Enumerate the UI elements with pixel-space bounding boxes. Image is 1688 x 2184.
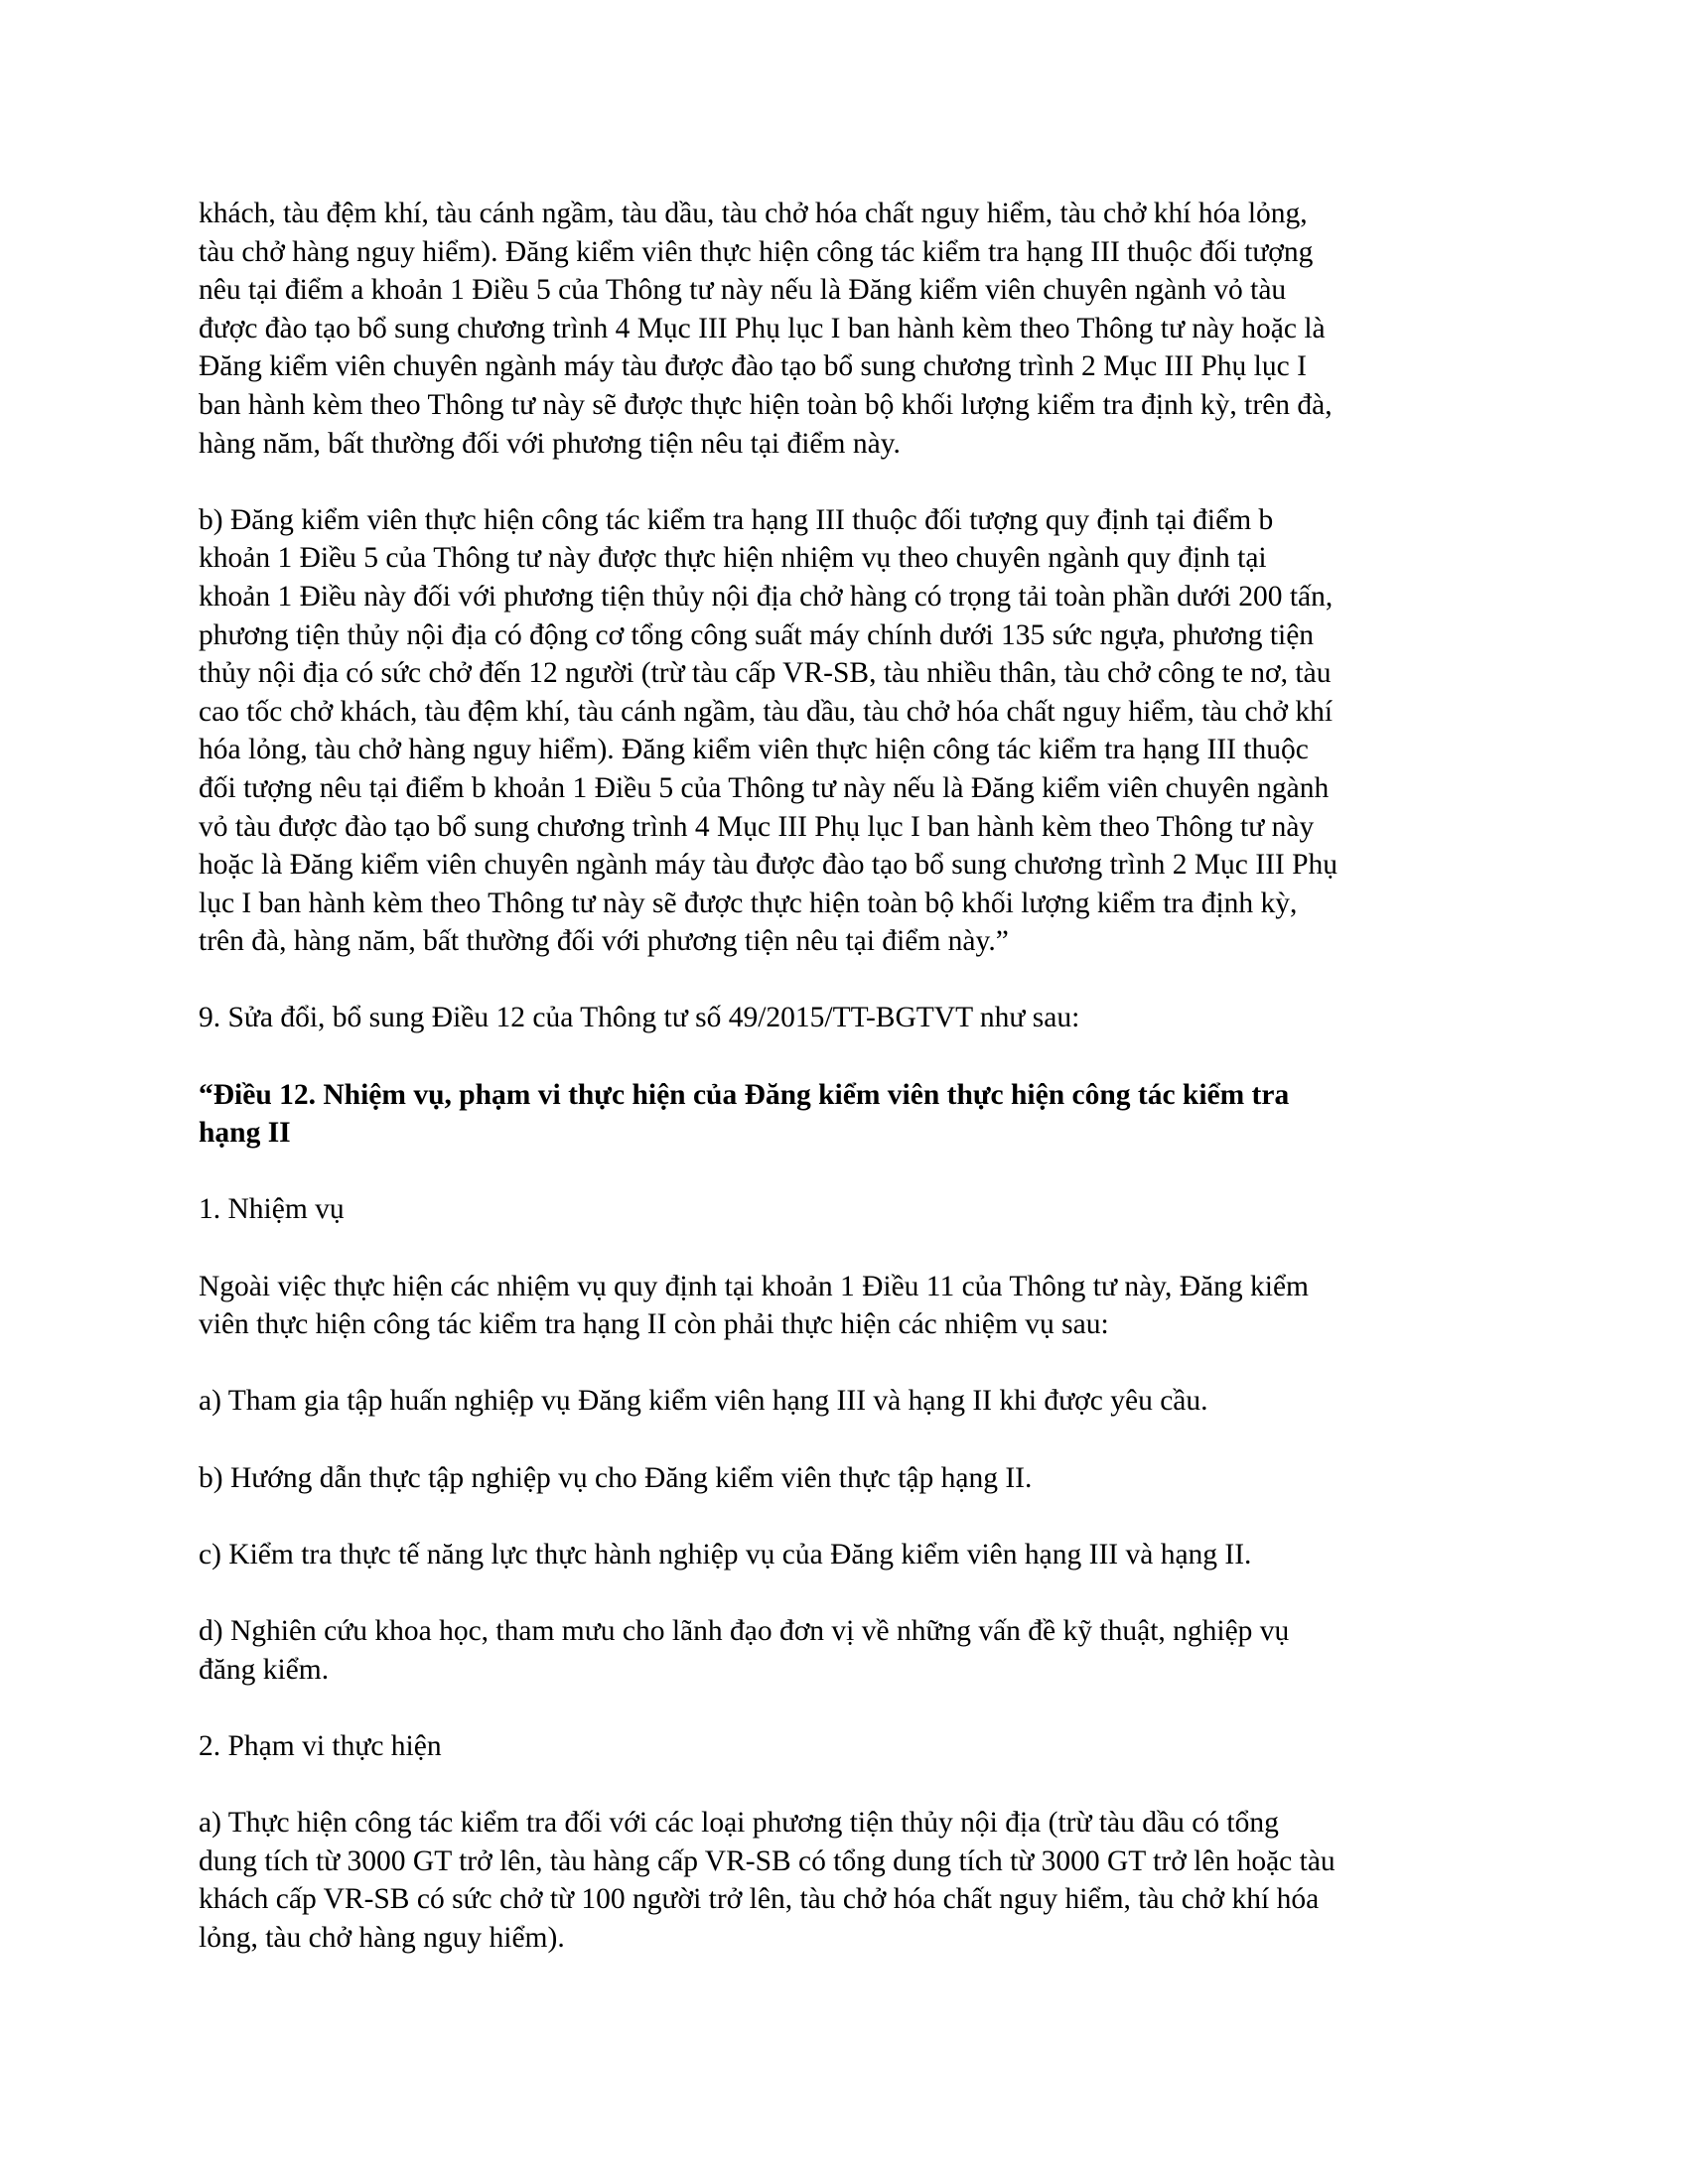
text-line: lỏng, tàu chở hàng nguy hiểm). [199,1921,565,1954]
text-line: a) Tham gia tập huấn nghiệp vụ Đăng kiểm viên hạng III và hạng II khi được yêu cầu. [199,1385,1208,1418]
text-line: c) Kiểm tra thực tế năng lực thực hành nghiệp vụ của Đăng kiểm viên hạng III và hạng II. [199,1538,1252,1570]
paragraph [199,195,1499,463]
paragraph [199,501,1499,961]
paragraph [199,1727,1499,1766]
text-line: khoản 1 Điều 5 của Thông tư này được thực hiện nhiệm vụ theo chuyên ngành quy định tại [199,542,1267,575]
text-line: Ngoài việc thực hiện các nhiệm vụ quy định tại khoản 1 Điều 11 của Thông tư này, Đăng kiểm [199,1270,1310,1302]
text-line: khách cấp VR-SB có sức chở từ 100 người trở lên, tàu chở hóa chất nguy hiểm, tàu chở khí hóa [199,1883,1320,1916]
text-line: đăng kiểm. [199,1653,330,1686]
paragraph [199,1382,1499,1421]
text-line: Đăng kiểm viên chuyên ngành máy tàu được đào tạo bổ sung chương trình 2 Mục III Phụ lục I [199,350,1307,383]
paragraph [199,1804,1499,1957]
paragraph [199,1612,1499,1689]
text-line: 9. Sửa đổi, bổ sung Điều 12 của Thông tư số 49/2015/TT-BGTVT như sau: [199,1002,1080,1034]
text-line: 2. Phạm vi thực hiện [199,1729,442,1762]
text-line: b) Đăng kiểm viên thực hiện công tác kiểm tra hạng III thuộc đối tượng quy định tại điểm b [199,503,1274,536]
text-line: ban hành kèm theo Thông tư này sẽ được thực hiện toàn bộ khối lượng kiểm tra định kỳ, trên đà, [199,388,1333,421]
text-line: hoặc là Đăng kiểm viên chuyên ngành máy tàu được đào tạo bổ sung chương trình 2 Mục III Phụ [199,849,1338,882]
text-line: 1. Nhiệm vụ [199,1193,345,1226]
text-line: khoản 1 Điều này đối với phương tiện thủy nội địa chở hàng có trọng tải toàn phần dưới 200 tấn, [199,580,1334,613]
paragraph [199,1459,1499,1498]
text-line: viên thực hiện công tác kiểm tra hạng II còn phải thực hiện các nhiệm vụ sau: [199,1308,1109,1341]
text-line: đối tượng nêu tại điểm b khoản 1 Điều 5 của Thông tư này nếu là Đăng kiểm viên chuyên ngành [199,771,1330,804]
article-heading [199,1076,1499,1153]
paragraph [199,1268,1499,1344]
text-line: d) Nghiên cứu khoa học, tham mưu cho lãnh đạo đơn vị về những vấn đề kỹ thuật, nghiệp vụ [199,1614,1290,1647]
text-line: vỏ tàu được đào tạo bổ sung chương trình 4 Mục III Phụ lục I ban hành kèm theo Thông tư này [199,810,1315,843]
text-line: được đào tạo bổ sung chương trình 4 Mục III Phụ lục I ban hành kèm theo Thông tư này hoặc là [199,312,1326,344]
paragraph [199,1536,1499,1574]
text-line: “Điều 12. Nhiệm vụ, phạm vi thực hiện của Đăng kiểm viên thực hiện công tác kiểm tra [199,1078,1290,1111]
text-line: thủy nội địa có sức chở đến 12 người (trừ tàu cấp VR-SB, tàu nhiều thân, tàu chở công te nơ, tàu [199,657,1332,690]
text-line: a) Thực hiện công tác kiểm tra đối với các loại phương tiện thủy nội địa (trừ tàu dầu có tổng [199,1806,1279,1839]
text-line: phương tiện thủy nội địa có động cơ tổng công suất máy chính dưới 135 sức ngựa, phương tiện [199,618,1315,651]
text-line: cao tốc chở khách, tàu đệm khí, tàu cánh ngầm, tàu dầu, tàu chở hóa chất nguy hiểm, tàu chở khí [199,695,1334,728]
text-line: tàu chở hàng nguy hiểm). Đăng kiểm viên thực hiện công tác kiểm tra hạng III thuộc đối tượng [199,235,1314,268]
text-line: hàng năm, bất thường đối với phương tiện nêu tại điểm này. [199,427,901,460]
text-line: dung tích từ 3000 GT trở lên, tàu hàng cấp VR-SB có tổng dung tích từ 3000 GT trở lên hoặc tàu [199,1844,1336,1877]
text-line: lục I ban hành kèm theo Thông tư này sẽ được thực hiện toàn bộ khối lượng kiểm tra định kỳ, [199,887,1298,919]
paragraph [199,999,1499,1037]
text-line: hạng II [199,1117,291,1150]
paragraph [199,1190,1499,1229]
text-line: b) Hướng dẫn thực tập nghiệp vụ cho Đăng kiểm viên thực tập hạng II. [199,1461,1033,1494]
text-line: trên đà, hàng năm, bất thường đối với phương tiện nêu tại điểm này.” [199,925,1009,958]
document-page [199,195,1499,1995]
text-line: nêu tại điểm a khoản 1 Điều 5 của Thông tư này nếu là Đăng kiểm viên chuyên ngành vỏ tàu [199,274,1287,307]
text-line: khách, tàu đệm khí, tàu cánh ngầm, tàu dầu, tàu chở hóa chất nguy hiểm, tàu chở khí hóa lỏng, [199,198,1308,229]
text-line: hóa lỏng, tàu chở hàng nguy hiểm). Đăng kiểm viên thực hiện công tác kiểm tra hạng III thuộc [199,734,1309,766]
